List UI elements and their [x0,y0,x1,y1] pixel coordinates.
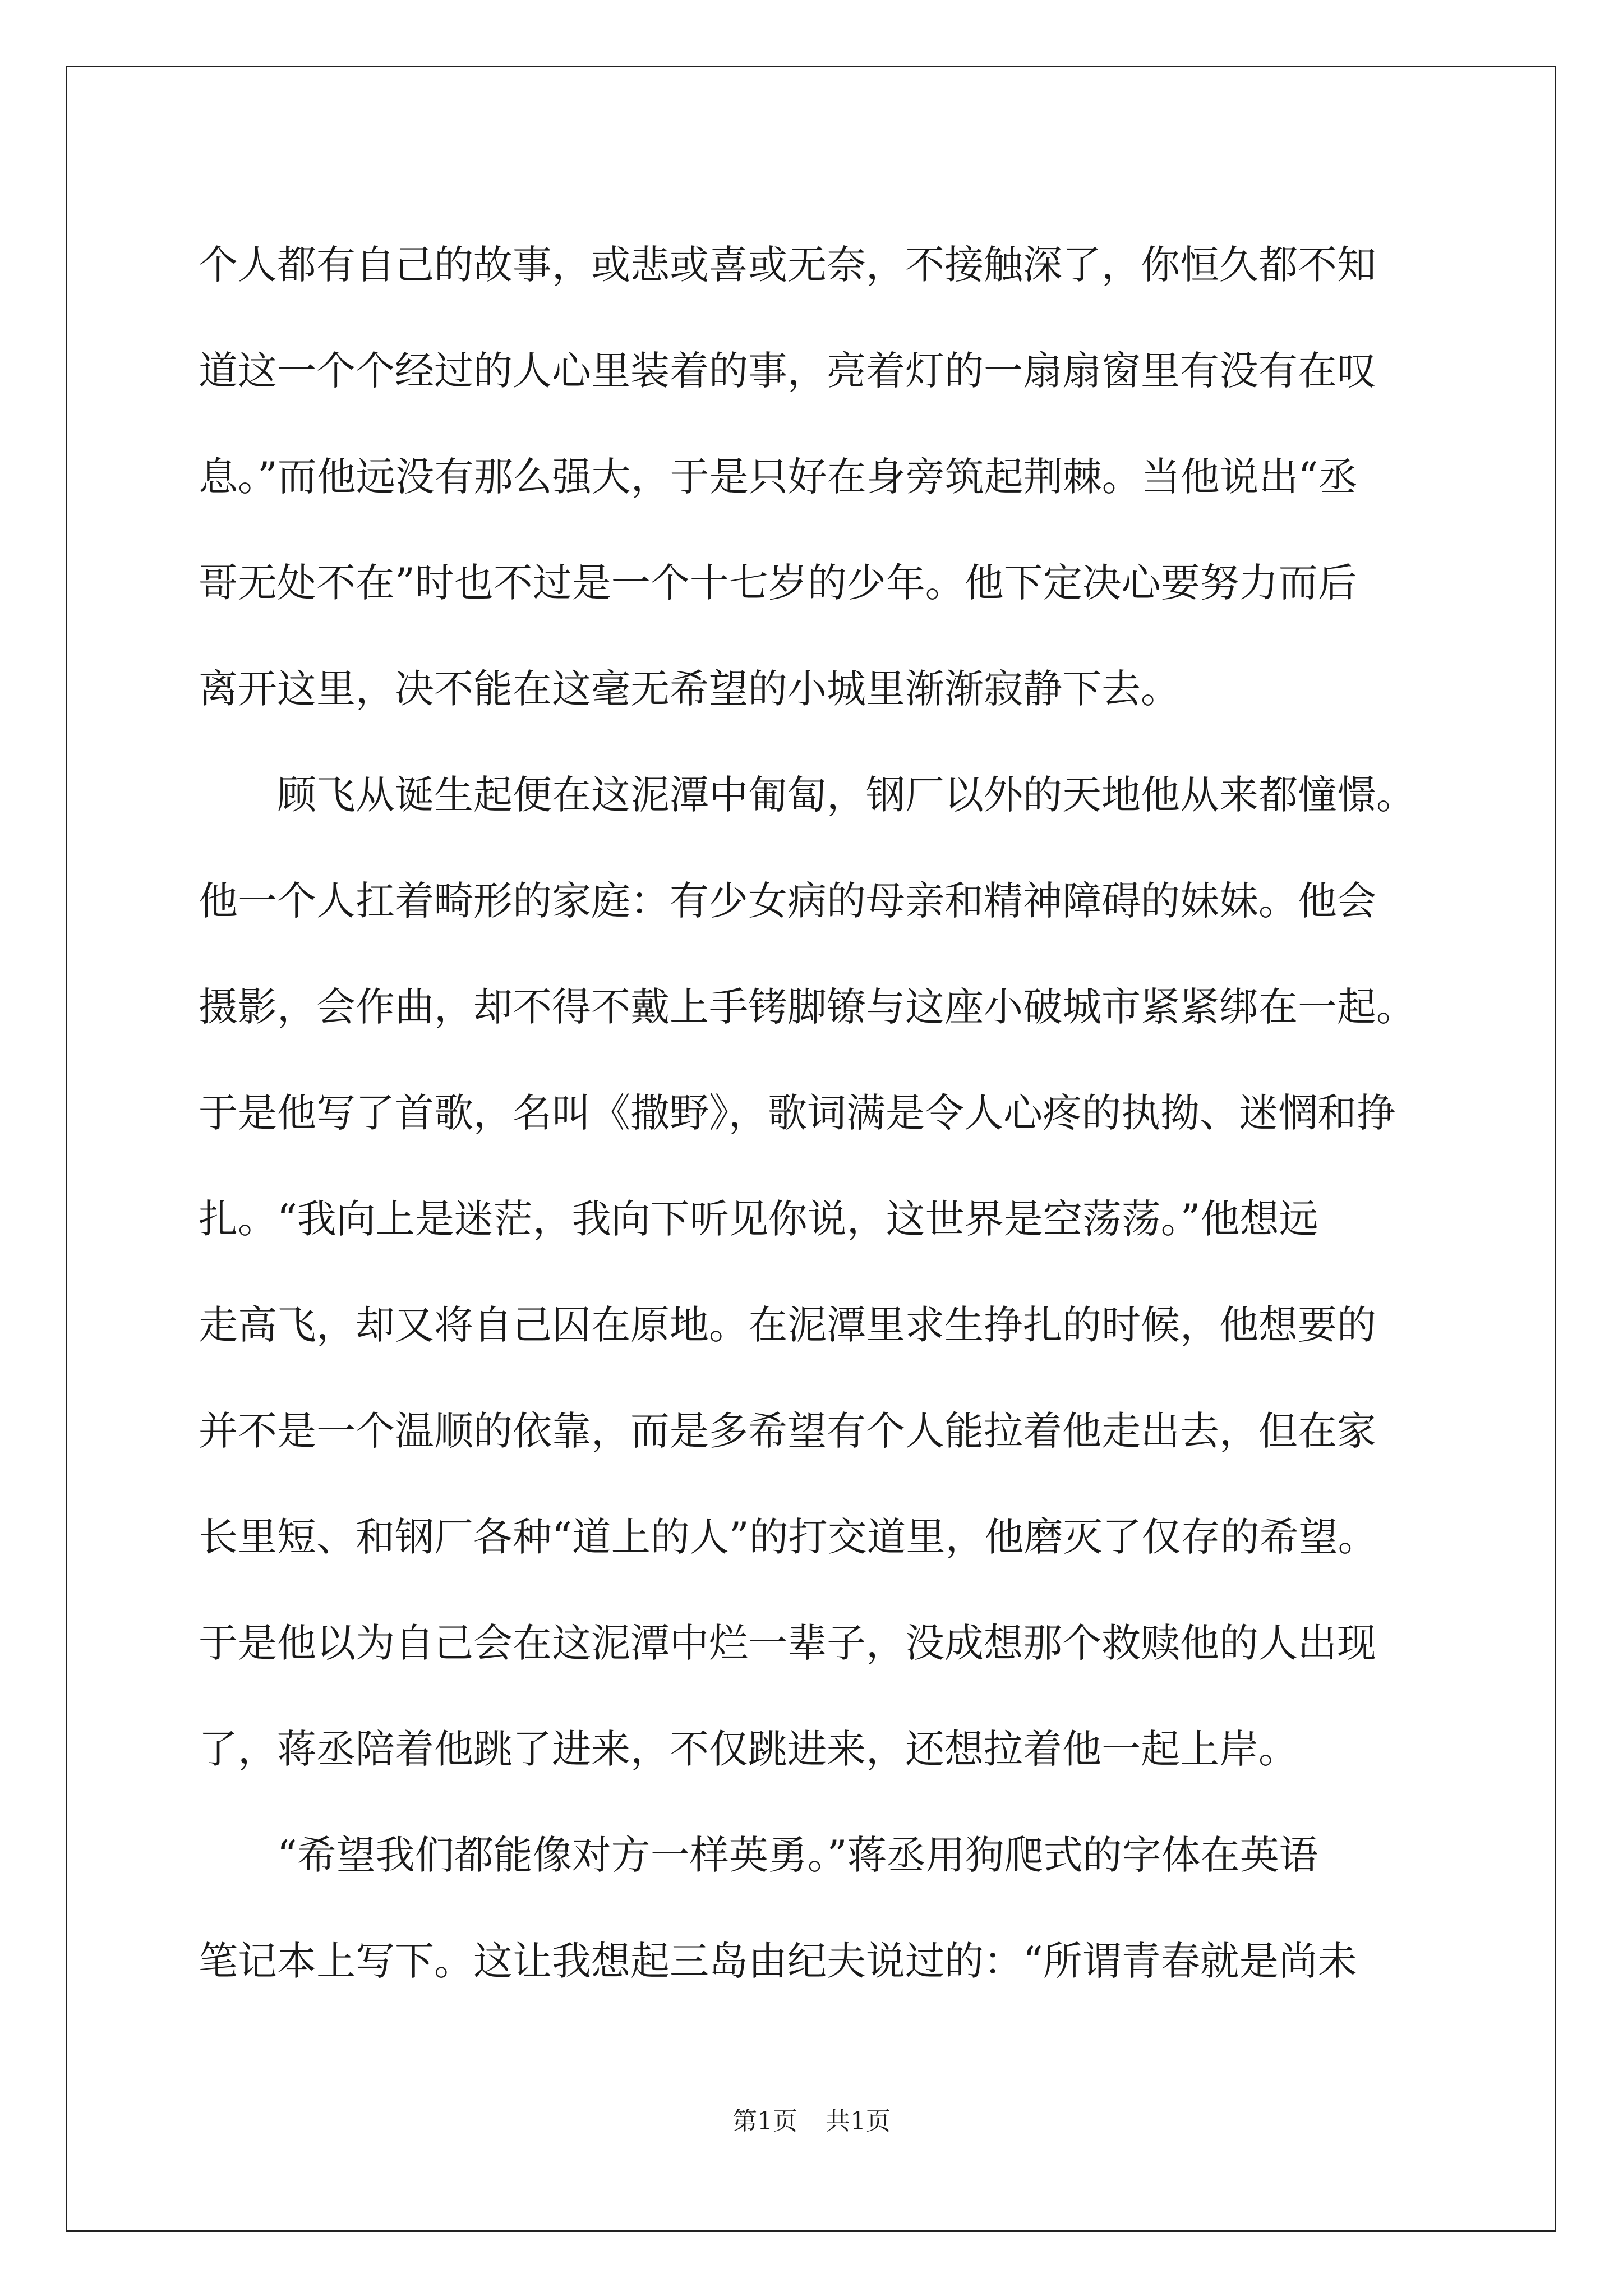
text-line: 息。”而他远没有那么强大，于是只好在身旁筑起荆棘。当他说出“丞 [199,454,1358,500]
paragraph-start-line: 顾飞从诞生起便在这泥潭中匍匐，钢厂以外的天地他从来都憧憬。 [277,772,1415,818]
text-line: 个人都有自己的故事，或悲或喜或无奈，不接触深了，你恒久都不知 [199,242,1376,288]
text-line: 他一个人扛着畸形的家庭：有少女病的母亲和精神障碍的妹妹。他会 [199,878,1376,924]
text-line: 长里短、和钢厂各种“道上的人”的打交道里，他磨灭了仅存的希望。 [199,1514,1377,1560]
text-line: 于是他写了首歌，名叫《撒野》，歌词满是令人心疼的执拗、迷惘和挣 [199,1090,1396,1136]
paragraph-start-line: “希望我们都能像对方一样英勇。”蒋丞用狗爬式的字体在英语 [277,1832,1318,1878]
text-line: 走高飞，却又将自己囚在原地。在泥潭里求生挣扎的时候，他想要的 [199,1302,1376,1348]
page-total: 共1页 [826,2107,891,2136]
document-body [199,212,1432,2014]
text-line: 并不是一个温顺的依靠，而是多希望有个人能拉着他走出去，但在家 [199,1408,1376,1454]
text-line: 道这一个个经过的人心里装着的事，亮着灯的一扇扇窗里有没有在叹 [199,348,1376,394]
text-line: 于是他以为自己会在这泥潭中烂一辈子，没成想那个救赎他的人出现 [199,1620,1376,1666]
text-line: 了，蒋丞陪着他跳了进来，不仅跳进来，还想拉着他一起上岸。 [199,1726,1298,1772]
text-line: 摄影，会作曲，却不得不戴上手铐脚镣与这座小破城市紧紧绑在一起。 [199,984,1415,1030]
text-line: 笔记本上写下。这让我想起三岛由纪夫说过的：“所谓青春就是尚未 [199,1938,1357,1984]
text-line: 哥无处不在”时也不过是一个十七岁的少年。他下定决心要努力而后 [199,560,1357,606]
text-line: 扎。“我向上是迷茫，我向下听见你说，这世界是空荡荡。”他想远 [199,1196,1318,1242]
text-line: 离开这里，决不能在这毫无希望的小城里渐渐寂静下去。 [199,666,1180,712]
page-number: 第1页 [732,2107,797,2136]
page-footer [0,2101,1623,2137]
